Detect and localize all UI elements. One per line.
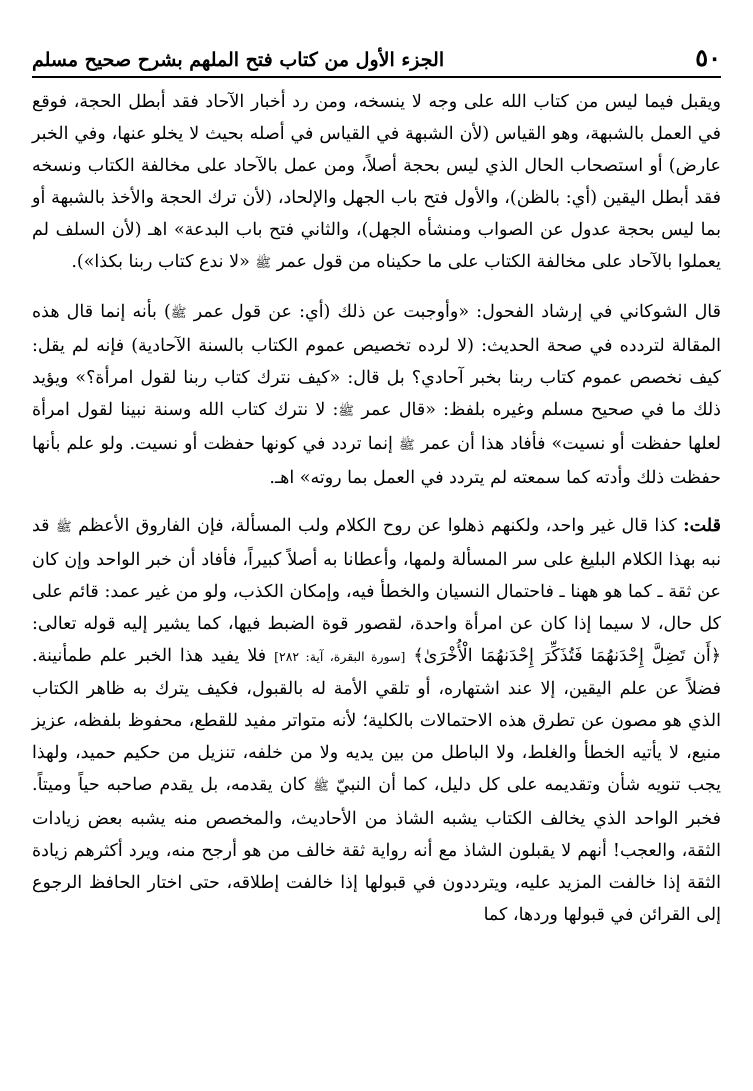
honorific-mark: ﷺ (313, 779, 329, 794)
quran-reference: [سورة البقرة، آية: ٢٨٢] (274, 649, 406, 664)
paragraph-3-part-b: قد نبه بهذا الكلام البليغ على سر المسألة ولمها، وأعطانا به أصلاً كبيراً، فأفاد أن خبر الواحد وإن كان عن ثقة ـ كما هو ههنا ـ فاحتمال النسيان والخطأ فيه، وإمكان الكذب، ولو من غير عمد: قائم على كل حال، لا سيما إذا كان عن امرأة واحدة، لقصور قوة الضبط فيها، كما يشير إليه قوله تعالى: ﴿أَن تَضِلَّ إِحْدَنهُمَا فَتُذَكِّرَ إِحْدَنهُمَا الْأُخْرَىٰ﴾ (32, 516, 721, 666)
paragraph-1-text: ويقبل فيما ليس من كتاب الله على وجه لا ينسخه، ومن رد أخبار الآحاد فقد أبطل الحجة، فوقع في العمل بالشبهة، وهو القياس (لأن الشبهة في القياس في أصله بحيث لا يخلو عنها، وفي الخبر عارض) أو استصحاب الحال الذي ليس بحجة أصلاً، ومن عمل بالآحاد على مخالفة الكتاب ونسخه فقد أبطل اليقين (أي: بالظن)، والأول فتح باب الجهل والإلحاد، (لأن ترك الحجة والأخذ بالشبهة أو بما ليس بحجة عدول عن الصواب ومنشأه الجهل)، والثاني فتح باب البدعة» اهـ (لأن السلف لم يعملوا بالآحاد على مخالفة الكتاب على ما حكيناه من قول عمر (32, 92, 721, 272)
paragraph-3-part-d: كان يقدمه، بل يقدم صاحبه حياً وميتاً. فخبر الواحد الذي يخالف الكتاب يشبه الشاذ من الأحاديث، والمخصص منه يشبه بعض زيادات الثقة، والعجب! أنهم لا يقبلون الشاذ مع أنه رواية ثقة خالف من هو أرجح منه، ويرد أكثرهم زيادة الثقة إذا خالفت المزيد عليه، ويترددون في قبولها إذا خالفت إطلاقه، حتى اختار الحافظ الرجوع إلى القرائن في قبولها وردها، كما (32, 775, 721, 925)
honorific-mark: ﷺ (55, 520, 72, 535)
paragraph-1-tail: «لا ندع كتاب ربنا بكذا»). (71, 252, 250, 272)
paragraph-2 (32, 296, 721, 494)
paragraph-1 (32, 86, 721, 280)
paragraph-2-part-d: إنما تردد في كونها حفظت أو نسيت. ولو علم بأنها حفظت ذلك وأدته كما سمعته لم يتردد في العمل بما روته» اهـ. (32, 434, 721, 488)
page-header (32, 30, 721, 78)
paragraph-2-part-a: قال الشوكاني في إرشاد الفحول: «وأوجبت عن ذلك (أي: عن قول عمر (193, 302, 721, 322)
paragraph-3-lead: قلت: (683, 516, 721, 536)
honorific-mark: ﷺ (170, 306, 187, 321)
paragraph-2-part-b: ) بأنه إنما قال هذه المقالة لتردده في صحة الحديث: (لا لرده تخصيص عموم الكتاب بالسنة الآحادية) فإنه لم يقل: كيف نخصص عموم كتاب ربنا بخبر آحادي؟ بل قال: «كيف نترك كتاب ربنا لقول امرأة؟» ويؤيد ذلك ما في صحيح مسلم وغيره بلفظ: «قال عمر (32, 302, 721, 420)
page-number: ٥٠ (695, 43, 721, 72)
honorific-mark: ﷺ (399, 438, 415, 453)
paragraph-3-part-a: كذا قال غير واحد، ولكنهم ذهلوا عن روح الكلام ولب المسألة، فإن الفاروق الأعظم (78, 516, 677, 536)
honorific-mark: ﷺ (338, 404, 355, 419)
paragraph-2-part-c: : لا نترك كتاب الله وسنة نبينا لقول امرأة لعلها حفظت أو نسيت» فأفاد هذا أن عمر (32, 400, 721, 454)
honorific-mark: ﷺ (255, 256, 272, 271)
running-title: الجزء الأول من كتاب فتح الملهم بشرح صحيح مسلم (32, 49, 445, 71)
body-text (32, 86, 721, 931)
paragraph-3-part-c: فلا يفيد هذا الخبر علم طمأنينة. فضلاً عن علم اليقين، إلا عند اشتهاره، أو تلقي الأمة له بالقبول، فكيف يترك به ظاهر الكتاب الذي هو مصون عن تطرق هذه الاحتمالات بالكلية؛ لأنه متواتر مفيد للقطع، محفوظ بلفظه، عزيز منيع، لا يأتيه الخطأ والغلط، ولا الباطل من بين يديه ولا من خلفه، تنزيل من حكيم حميد، ولهذا يجب تنويه شأن وتقديمه على كل دليل، كما أن النبيّ (32, 646, 721, 795)
paragraph-3 (32, 510, 721, 931)
